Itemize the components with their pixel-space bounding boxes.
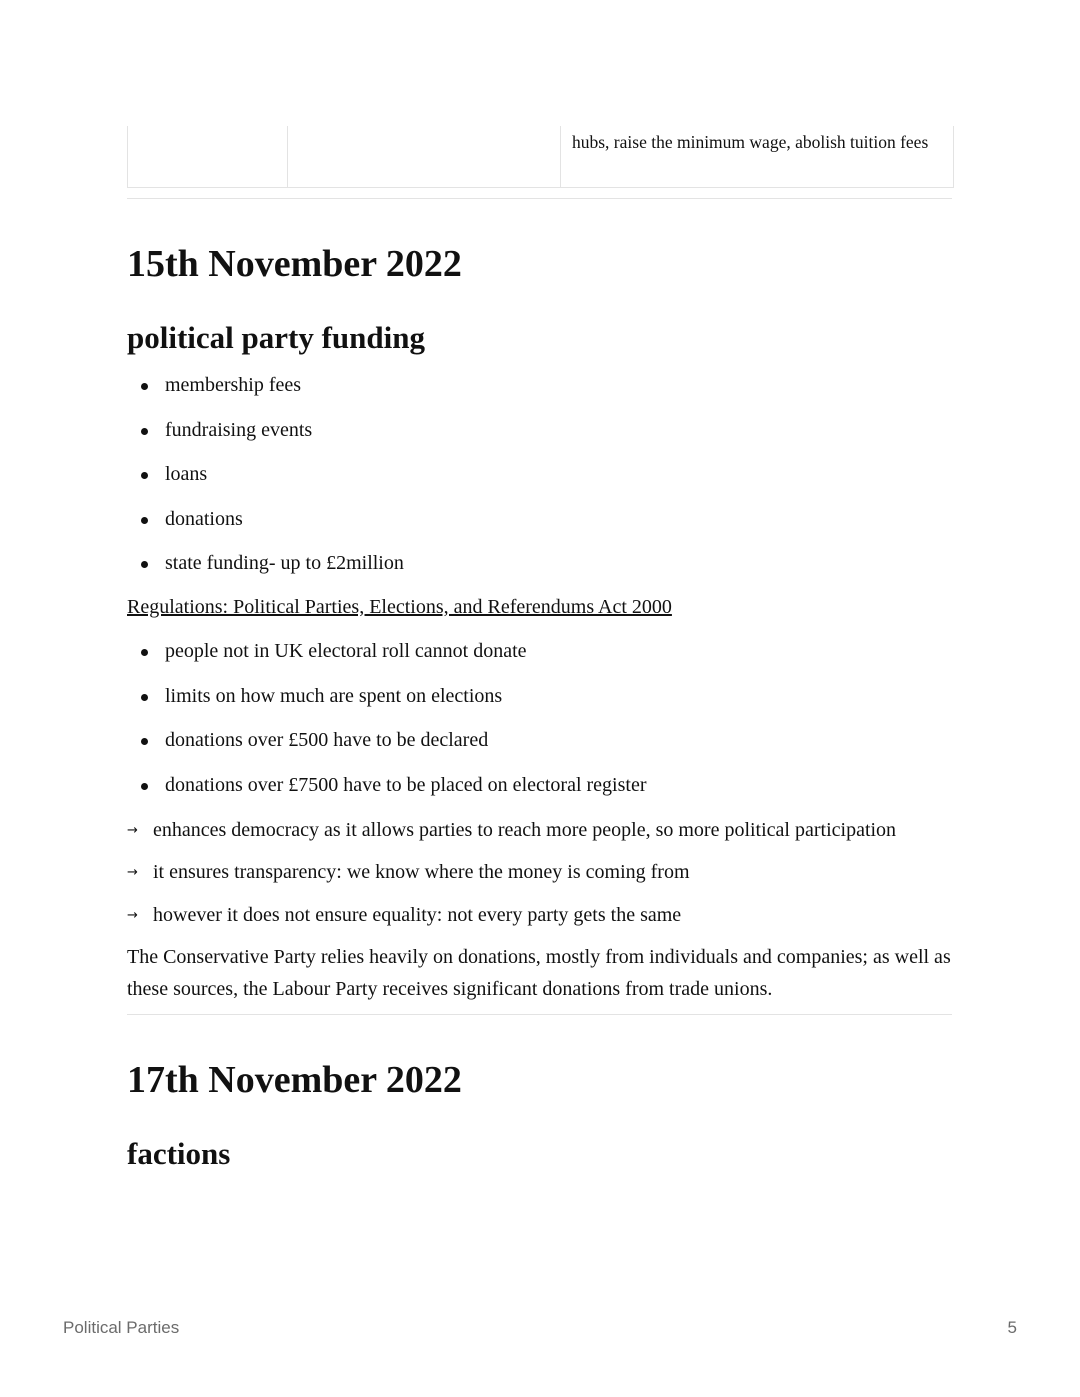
regulations-list — [127, 639, 647, 817]
list-item: donations — [127, 507, 404, 531]
list-item: membership fees — [127, 373, 404, 397]
summary-paragraph: The Conservative Party relies heavily on donations, mostly from individuals and companies; as well as these sources, the Labour Party receives significant donations from trade unions. — [127, 946, 951, 1000]
topic-heading: political party funding — [127, 320, 425, 355]
evaluation-point — [127, 817, 896, 844]
table-cell-text: hubs, raise the minimum wage, abolish tuition fees — [572, 132, 929, 152]
evaluation-text: enhances democracy as it allows parties to reach more people, so more political participation — [153, 819, 897, 841]
footer-document-title: Political Parties — [63, 1318, 180, 1337]
list-item: fundraising events — [127, 418, 404, 442]
funding-sources-list — [127, 373, 404, 596]
list-item: limits on how much are spent on elections — [127, 684, 647, 708]
footer-page-number: 5 — [1007, 1318, 1017, 1337]
regulations-title: Regulations: Political Parties, Elections, and Referendums Act 2000 — [127, 596, 672, 618]
section-divider — [127, 198, 952, 199]
evaluation-text: it ensures transparency: we know where the money is coming from — [153, 861, 690, 883]
arrow-right-icon: → — [127, 865, 138, 880]
date-heading: 15th November 2022 — [127, 243, 462, 285]
evaluation-text: however it does not ensure equality: not every party gets the same — [153, 904, 682, 926]
arrow-right-icon: → — [127, 823, 138, 838]
evaluation-point — [127, 859, 690, 886]
table-column-divider — [560, 126, 561, 187]
date-heading: 17th November 2022 — [127, 1059, 462, 1101]
list-item: state funding- up to £2million — [127, 551, 404, 575]
list-item: donations over £7500 have to be placed on electoral register — [127, 773, 647, 797]
topic-heading: factions — [127, 1136, 231, 1171]
table-fragment — [127, 126, 954, 188]
section-divider — [127, 1014, 952, 1015]
list-item: loans — [127, 462, 404, 486]
evaluation-point — [127, 902, 681, 929]
table-column-divider — [287, 126, 288, 187]
list-item: people not in UK electoral roll cannot donate — [127, 639, 647, 663]
list-item: donations over £500 have to be declared — [127, 728, 647, 752]
arrow-right-icon: → — [127, 908, 138, 923]
